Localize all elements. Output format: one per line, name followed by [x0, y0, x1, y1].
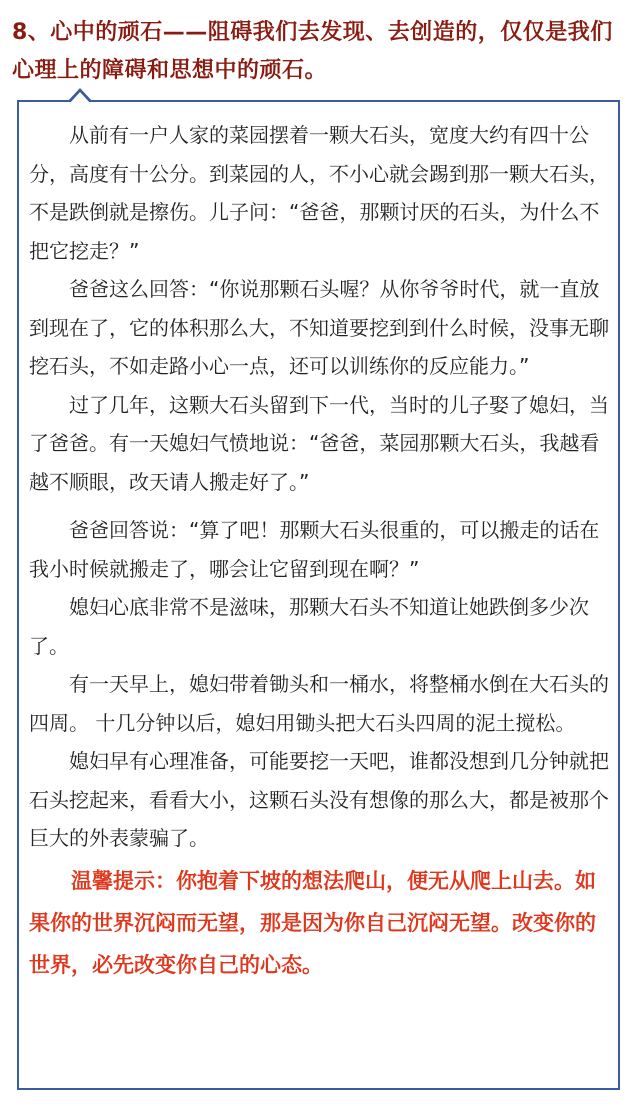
story-box	[17, 100, 620, 1090]
story-paragraph: 爸爸回答说：“算了吧！那颗大石头很重的，可以搬走的话在我小时候就搬走了，哪会让它留到现在啊？”	[29, 518, 600, 581]
story-paragraph: 过了几年，这颗大石头留到下一代，当时的儿子娶了媳妇，当了爸爸。有一天媳妇气愤地说：“爸爸，菜园那颗大石头，我越看越不顺眼，改天请人搬走好了。”	[29, 392, 609, 494]
story-paragraph: 媳妇早有心理准备，可能要挖一天吧，谁都没想到几分钟就把石头挖起来，看看大小，这颗石头没有想像的那么大，都是被那个巨大的外表蒙骗了。	[29, 749, 609, 850]
tip-text: 温馨提示：你抱着下坡的想法爬山，便无从爬上山去。如果你的世界沉闷而无望，那是因为你自己沉闷无望。改变你的世界，必先改变你自己的心态。	[29, 868, 596, 977]
story-paragraph: 从前有一户人家的菜园摆着一颗大石头，宽度大约有四十公分，高度有十公分。到菜园的人，不小心就会踢到那一颗大石头，不是跌倒就是擦伤。儿子问：“爸爸，那颗讨厌的石头，为什么不把它挖走？”	[29, 123, 609, 263]
section-heading: 8、心中的顽石——阻碍我们去发现、去创造的，仅仅是我们心理上的障碍和思想中的顽石。	[12, 20, 613, 83]
story-paragraph: 媳妇心底非常不是滋味，那颗大石头不知道让她跌倒多少次了。	[29, 595, 589, 658]
story-text	[29, 116, 609, 986]
story-paragraph: 有一天早上，媳妇带着锄头和一桶水，将整桶水倒在大石头的四周。 十几分钟以后，媳妇用锄头把大石头四周的泥土搅松。	[29, 672, 609, 735]
story-paragraph: 爸爸这么回答：“你说那颗石头喔？从你爷爷时代，就一直放到现在了，它的体积那么大，不知道要挖到到什么时候，没事无聊挖石头，不如走路小心一点，还可以训练你的反应能力。”	[29, 277, 609, 378]
